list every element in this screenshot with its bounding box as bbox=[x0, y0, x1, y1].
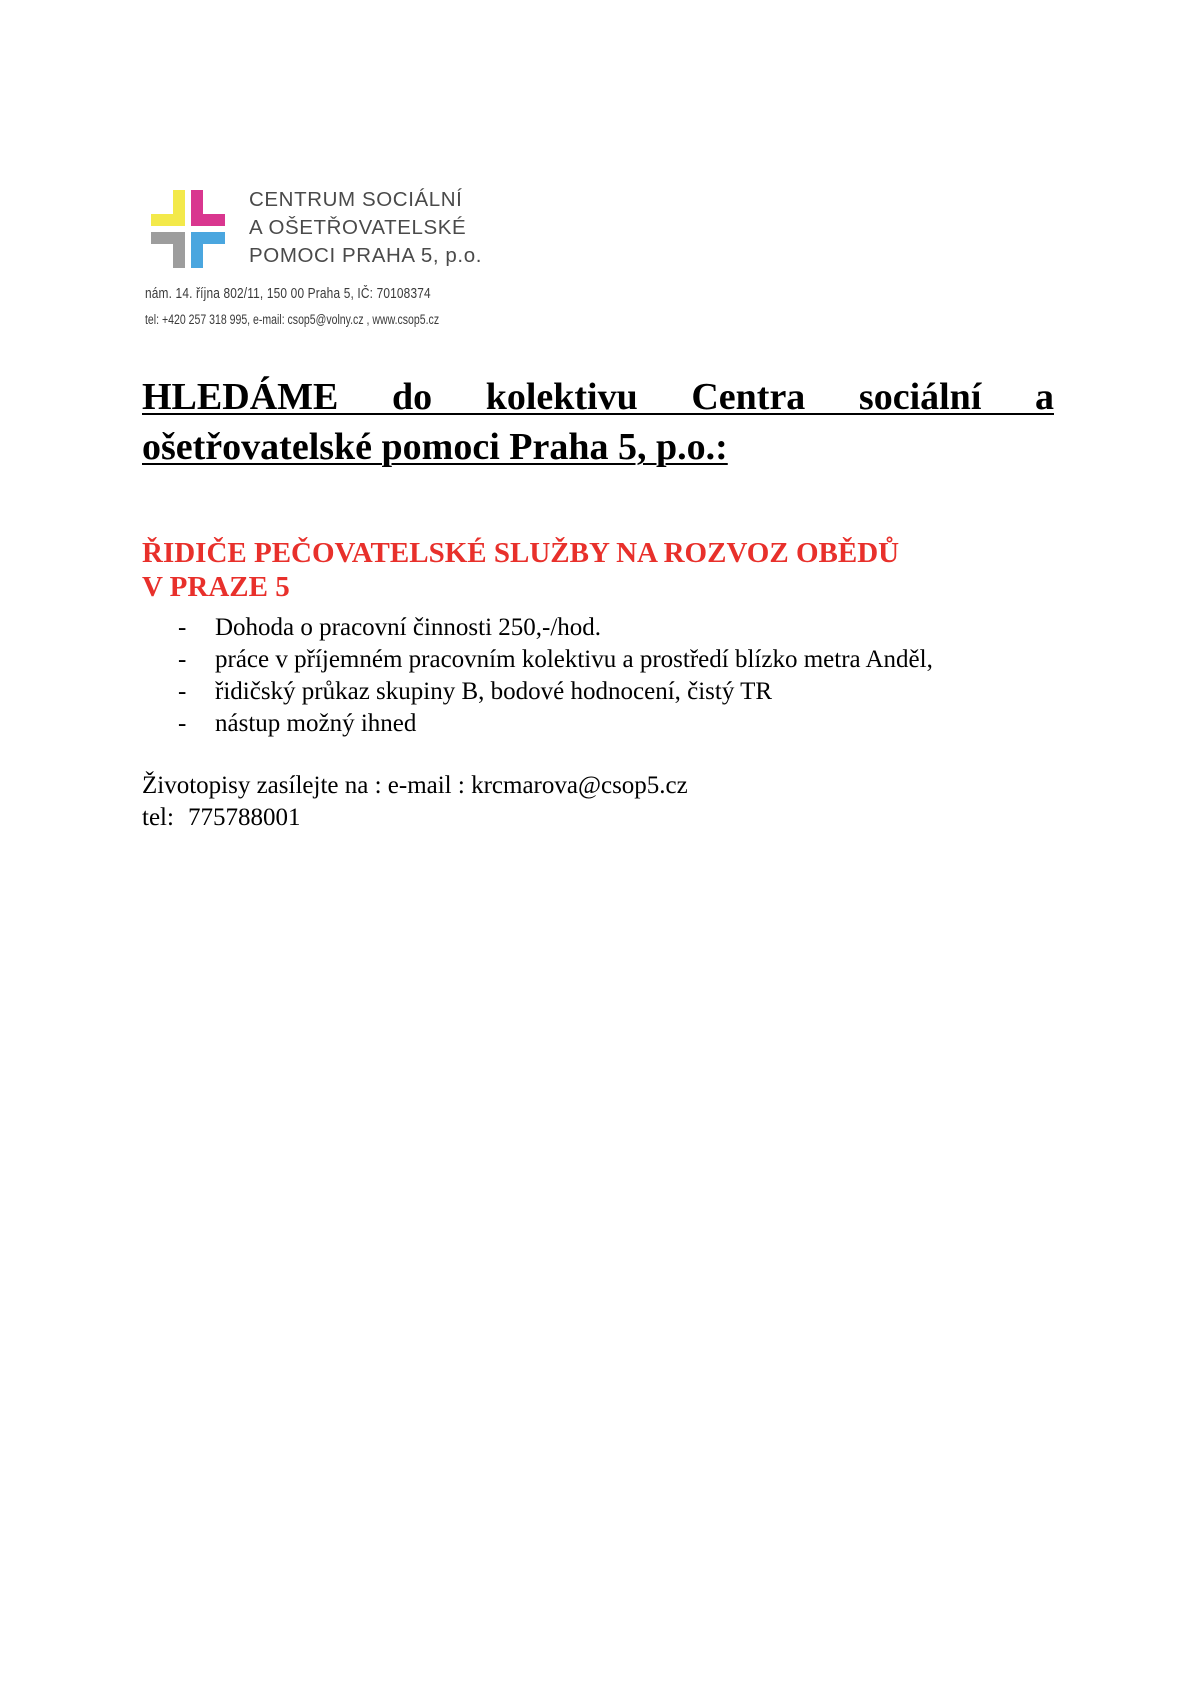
bullet-dash: - bbox=[178, 678, 187, 705]
bullet-dash: - bbox=[178, 614, 187, 641]
phone-line bbox=[142, 802, 688, 834]
cv-instructions: Životopisy zasílejte na : e-mail : krcmarova@csop5.cz bbox=[142, 772, 688, 799]
organization-name-line-3: POMOCI PRAHA 5, p.o. bbox=[249, 244, 483, 267]
phone-label: tel: bbox=[142, 804, 174, 831]
logo-blue-shape bbox=[191, 232, 225, 268]
position-title-line-1: ŘIDIČE PEČOVATELSKÉ SLUŽBY NA ROZVOZ OBĚDŮ bbox=[142, 537, 900, 569]
list-item-text: nástup možný ihned bbox=[215, 710, 417, 737]
list-item-text: Dohoda o pracovní činnosti 250,-/hod. bbox=[215, 614, 602, 641]
headline-line-2: ošetřovatelské pomoci Praha 5, p.o.: bbox=[142, 426, 728, 468]
requirements-list bbox=[178, 612, 933, 740]
list-item bbox=[178, 676, 933, 708]
position-title-line-2: V PRAZE 5 bbox=[142, 571, 290, 603]
cross-logo-icon bbox=[151, 190, 231, 280]
bullet-dash: - bbox=[178, 646, 187, 673]
bullet-dash: - bbox=[178, 710, 187, 737]
list-item bbox=[178, 708, 933, 740]
contact-info bbox=[142, 770, 688, 834]
list-item bbox=[178, 612, 933, 644]
headline-line-1: HLEDÁME do kolektivu Centra sociální a bbox=[142, 376, 1054, 418]
page-headline bbox=[142, 372, 1054, 472]
logo-yellow-shape bbox=[151, 190, 185, 226]
logo-gray-shape bbox=[151, 232, 185, 268]
list-item bbox=[178, 644, 933, 676]
organization-contact: tel: +420 257 318 995, e-mail: csop5@volny.cz , www.csop5.cz bbox=[145, 312, 440, 327]
organization-logo bbox=[145, 186, 485, 334]
list-item-text: práce v příjemném pracovním kolektivu a prostředí blízko metra Anděl, bbox=[215, 646, 933, 673]
list-item-text: řidičský průkaz skupiny B, bodové hodnocení, čistý TR bbox=[215, 678, 773, 705]
position-title bbox=[142, 536, 899, 604]
organization-name bbox=[249, 186, 482, 270]
organization-name-line-2: A OŠETŘOVATELSKÉ bbox=[249, 216, 467, 239]
organization-address: nám. 14. října 802/11, 150 00 Praha 5, IČ: 70108374 bbox=[145, 286, 431, 302]
phone-number: 775788001 bbox=[187, 804, 301, 831]
organization-name-line-1: CENTRUM SOCIÁLNÍ bbox=[249, 188, 463, 211]
logo-magenta-shape bbox=[191, 190, 225, 226]
